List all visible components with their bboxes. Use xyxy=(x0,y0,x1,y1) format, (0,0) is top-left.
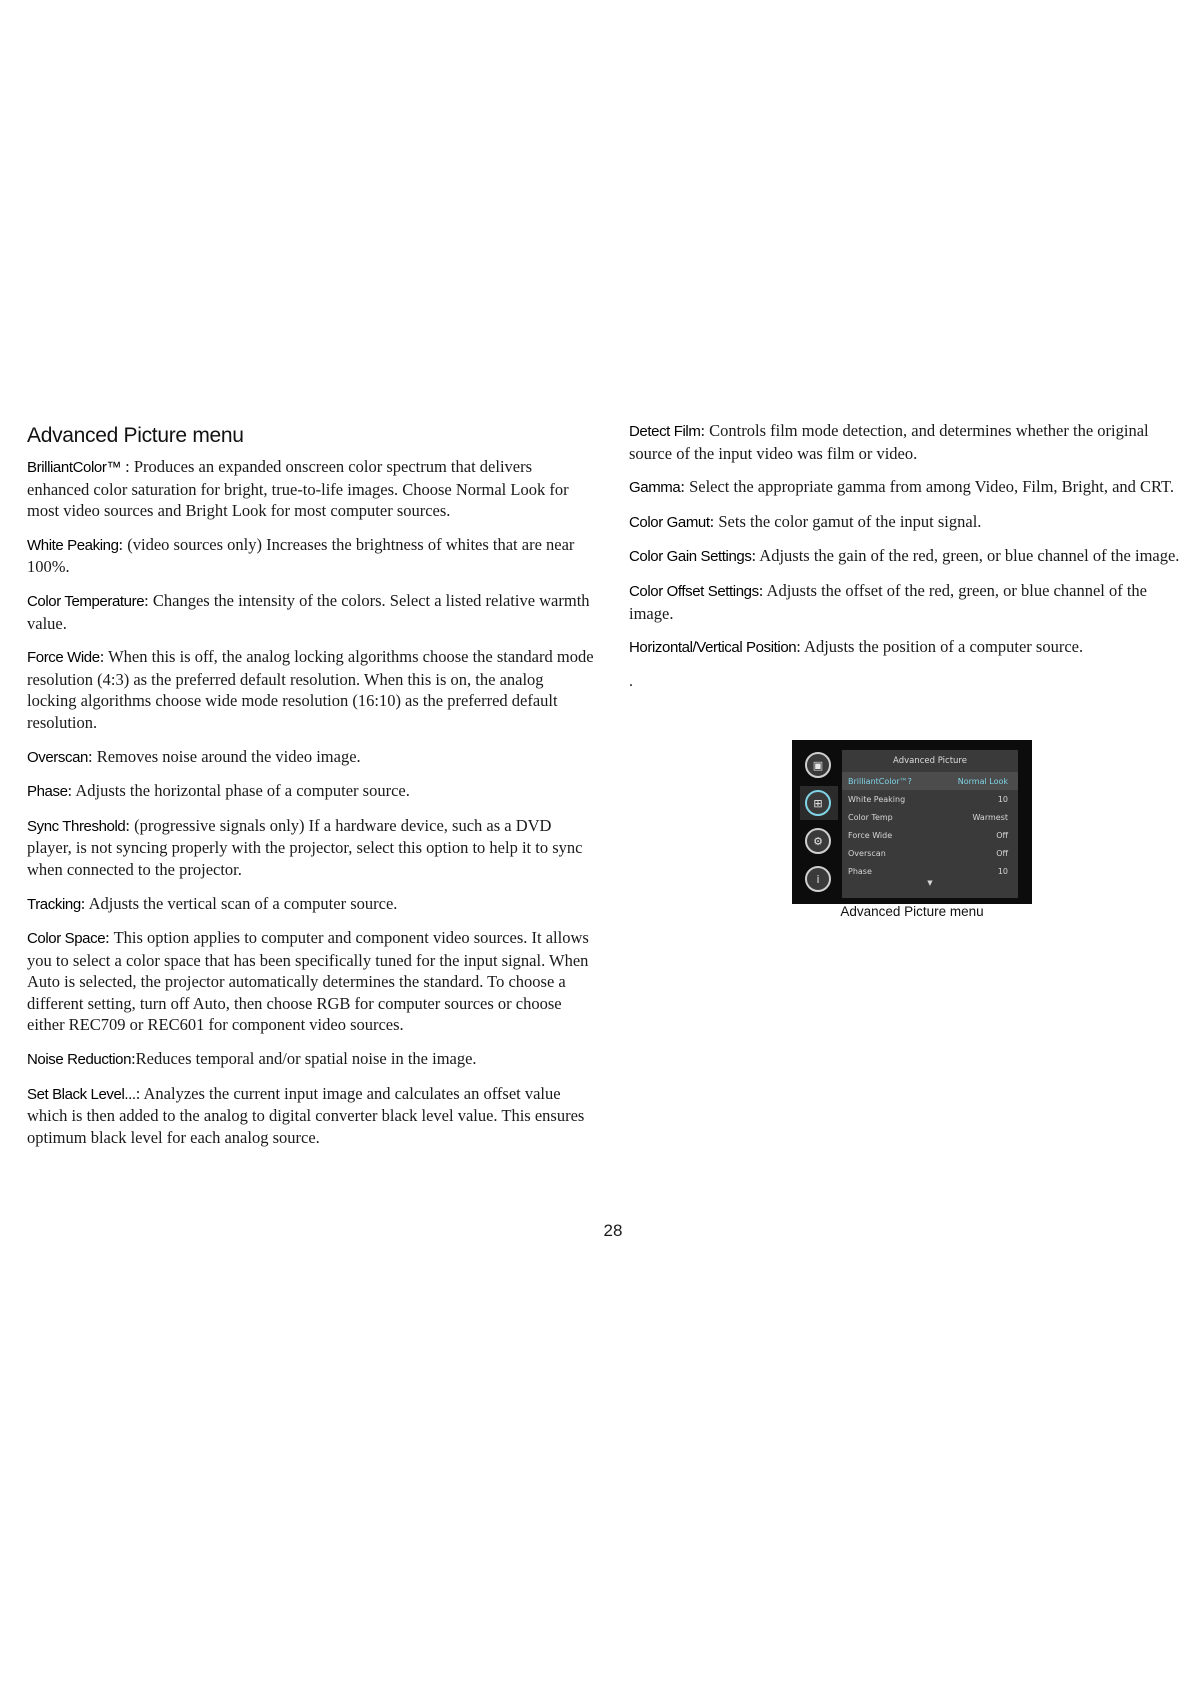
osd-row-value: 10 xyxy=(997,794,1008,804)
definition-paragraph xyxy=(27,927,595,1036)
definition-paragraph xyxy=(27,893,595,916)
definition-text: Select the appropriate gamma from among Video, Film, Bright, and CRT. xyxy=(689,477,1175,497)
definition-text: (video sources only) Increases the brightness of whites that are near 100%. xyxy=(27,534,575,577)
osd-menu-screenshot xyxy=(792,740,1032,904)
osd-menu-row xyxy=(842,808,1018,826)
definition-paragraph xyxy=(27,590,595,634)
osd-title: Advanced Picture xyxy=(893,756,967,766)
definition-term: Phase xyxy=(27,783,68,801)
term-separator: : xyxy=(144,590,153,610)
osd-row-label: Overscan xyxy=(848,848,886,858)
definition-term: Set Black Level... xyxy=(27,1085,136,1103)
definition-text: Adjusts the gain of the red, green, or blue channel of the image. xyxy=(759,546,1180,566)
definition-paragraph xyxy=(629,580,1191,624)
definition-paragraph xyxy=(27,456,595,522)
figure-caption: Advanced Picture menu xyxy=(840,904,984,919)
left-definition-list xyxy=(27,456,595,1148)
definition-term: Force Wide xyxy=(27,649,100,667)
definition-paragraph xyxy=(629,420,1191,464)
definition-term: Sync Threshold xyxy=(27,817,126,835)
term-separator: : xyxy=(751,546,760,566)
definition-text: (progressive signals only) If a hardware device, such as a DVD player, is not syncing properly with the projector, select this option to help it to sync when connected to the projector. xyxy=(27,815,583,879)
definition-text: Controls film mode detection, and determines whether the original source of the input video was film or video. xyxy=(629,421,1149,463)
osd-sidebar xyxy=(800,752,836,904)
definition-paragraph xyxy=(629,476,1191,499)
right-column xyxy=(629,420,1191,691)
term-separator: : xyxy=(131,1049,136,1069)
term-separator: : xyxy=(118,534,128,554)
definition-term: Color Space xyxy=(27,930,106,948)
osd-row-value: Off xyxy=(996,830,1008,840)
picture-icon: ▣ xyxy=(805,752,831,778)
term-separator: : xyxy=(67,781,76,801)
scroll-down-arrow-icon: ▼ xyxy=(927,879,933,887)
definition-text: Produces an expanded onscreen color spectrum that delivers enhanced color saturation for bright, true-to-life images. Choose Normal Look for most video sources and Bright Look for most computer sources. xyxy=(27,457,569,521)
osd-menu-row xyxy=(842,862,1018,880)
stray-dot: . xyxy=(629,672,633,690)
term-separator: : xyxy=(80,893,89,913)
osd-panel xyxy=(842,750,1018,898)
definition-text: Adjusts the offset of the red, green, or blue channel of the image. xyxy=(629,580,1147,623)
definition-term: BrilliantColor™ xyxy=(27,459,122,476)
definition-paragraph xyxy=(27,1048,595,1071)
osd-row-value: Warmest xyxy=(972,812,1008,822)
term-separator: : xyxy=(88,746,97,766)
osd-row-value: Off xyxy=(996,848,1008,858)
right-definition-list xyxy=(629,420,1191,659)
advanced-picture-icon: ⊞ xyxy=(805,790,831,816)
osd-menu-row xyxy=(842,790,1018,808)
info-icon: i xyxy=(805,866,831,892)
definition-term: Noise Reduction xyxy=(27,1051,132,1069)
definition-text: Adjusts the position of a computer source. xyxy=(804,637,1084,657)
definition-text: This option applies to computer and component video sources. It allows you to select a color space that has been specifically tuned for the input signal. When Auto is selected, the projector automatically determines the standard. To choose a different setting, turn off Auto, then choose RGB for computer sources or choose either REC709 or REC601 for component video sources. xyxy=(27,928,589,1035)
term-separator: : xyxy=(121,457,134,476)
osd-menu-row xyxy=(842,826,1018,844)
definition-text: Adjusts the horizontal phase of a computer source. xyxy=(75,781,410,801)
term-separator: : xyxy=(99,647,109,667)
term-separator: : xyxy=(125,815,135,835)
term-separator: : xyxy=(135,1083,144,1103)
osd-menu-row xyxy=(842,772,1018,790)
definition-text: Adjusts the vertical scan of a computer source. xyxy=(88,893,398,913)
definition-term: Gamma xyxy=(629,479,681,497)
left-column xyxy=(27,420,595,1160)
osd-row-value: 10 xyxy=(997,866,1008,876)
definition-paragraph xyxy=(629,511,1191,534)
definition-paragraph xyxy=(27,815,595,881)
osd-rows xyxy=(842,772,1018,880)
term-separator: : xyxy=(680,477,690,497)
definition-paragraph xyxy=(27,780,595,803)
definition-paragraph xyxy=(27,646,595,733)
definition-text: Changes the intensity of the colors. Select a listed relative warmth value. xyxy=(27,590,590,633)
definition-term: Color Gamut xyxy=(629,513,710,531)
term-separator: : xyxy=(709,511,719,531)
definition-text: Sets the color gamut of the input signal. xyxy=(718,511,982,531)
definition-term: White Peaking xyxy=(27,536,119,554)
definition-term: Overscan xyxy=(27,748,88,766)
osd-row-label: Color Temp xyxy=(848,812,893,822)
definition-paragraph xyxy=(27,1083,595,1149)
definition-paragraph xyxy=(629,545,1191,568)
term-separator: : xyxy=(796,637,805,657)
definition-term: Color Offset Settings xyxy=(629,582,759,600)
osd-row-label: Phase xyxy=(848,866,872,876)
definition-text: Analyzes the current input image and calculates an offset value which is then added to the analog to digital converter black level value. This ensures optimum black level for each analog source. xyxy=(27,1083,585,1147)
definition-paragraph xyxy=(27,534,595,578)
osd-row-label: Force Wide xyxy=(848,830,893,840)
gear-icon: ⚙ xyxy=(805,828,831,854)
definition-text: When this is off, the analog locking algorithms choose the standard mode resolution (4:3) as the preferred default resolution. When this is on, the analog locking algorithms choose wide mode resolution (16:10) as the preferred default resolution. xyxy=(27,647,594,732)
definition-term: Color Gain Settings xyxy=(629,548,752,566)
definition-text: Removes noise around the video image. xyxy=(96,746,361,766)
definition-text: Reduces temporal and/or spatial noise in the image. xyxy=(135,1049,477,1069)
osd-row-label: White Peaking xyxy=(848,794,906,804)
osd-menu-row xyxy=(842,844,1018,862)
definition-term: Color Temperature xyxy=(27,592,145,610)
definition-term: Horizontal/Vertical Position xyxy=(629,639,797,657)
term-separator: : xyxy=(105,928,114,948)
definition-term: Detect Film xyxy=(629,423,701,440)
page-number: 28 xyxy=(603,1221,623,1240)
section-heading: Advanced Picture menu xyxy=(27,424,244,447)
definition-paragraph xyxy=(27,746,595,769)
osd-row-value: Normal Look xyxy=(957,776,1008,786)
term-separator: : xyxy=(700,421,710,440)
osd-row-label: BrilliantColor™? xyxy=(848,776,912,786)
term-separator: : xyxy=(758,580,767,600)
definition-paragraph xyxy=(629,636,1191,659)
definition-term: Tracking xyxy=(27,895,81,913)
